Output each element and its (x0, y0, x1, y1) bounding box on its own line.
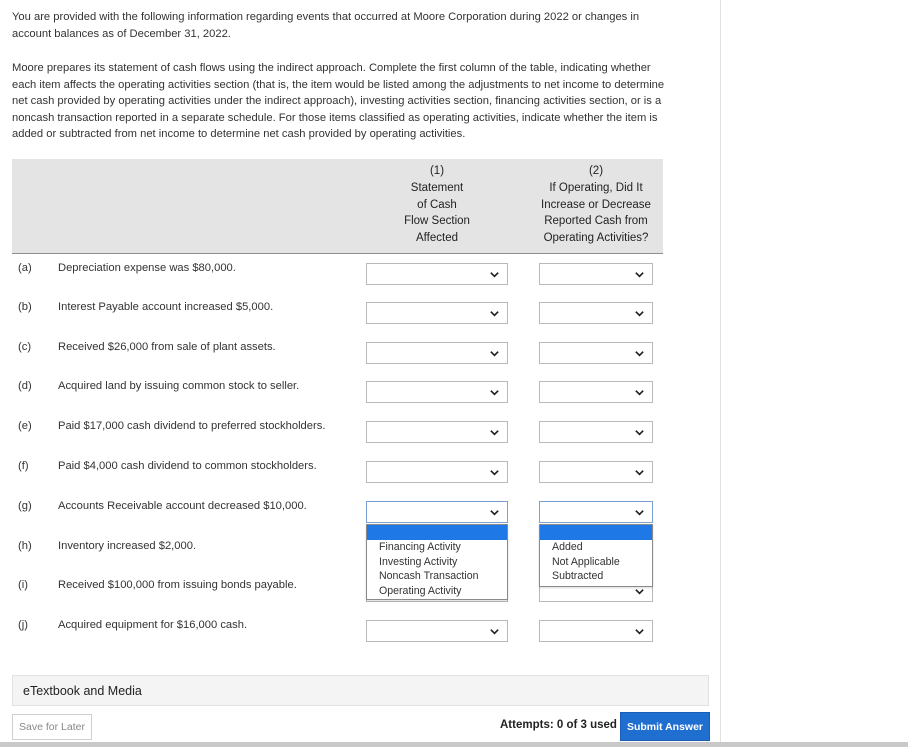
section-dropdown-menu (366, 524, 508, 600)
row-description: Depreciation expense was $80,000. (58, 262, 236, 274)
menu-highlight[interactable] (540, 525, 652, 540)
row-letter: (j) (18, 619, 28, 631)
menu-option-noncash[interactable]: Noncash Transaction (379, 570, 479, 582)
row-letter: (c) (18, 341, 32, 353)
instructions-line-5: added or subtracted from net income to determine net cash provided by operating activities. (12, 128, 466, 140)
section-dropdown-a[interactable] (366, 263, 508, 285)
effect-dropdown-j[interactable] (539, 620, 653, 642)
effect-dropdown-menu (539, 524, 653, 587)
chevron-down-icon (489, 427, 500, 438)
chevron-down-icon (634, 467, 645, 478)
menu-option-financing[interactable]: Financing Activity (379, 541, 461, 553)
row-letter: (h) (18, 540, 32, 552)
effect-dropdown-b[interactable] (539, 302, 653, 324)
chevron-down-icon (489, 507, 500, 518)
column-2-line-1: If Operating, Did It (549, 181, 643, 194)
column-1-line-4: Affected (416, 232, 458, 245)
chevron-down-icon (489, 348, 500, 359)
menu-option-investing[interactable]: Investing Activity (379, 555, 458, 568)
section-dropdown-j[interactable] (366, 620, 508, 642)
row-letter: (d) (18, 380, 32, 392)
row-description: Interest Payable account increased $5,000. (58, 301, 274, 313)
table-header-divider (12, 253, 663, 254)
section-dropdown-e[interactable] (366, 421, 508, 443)
menu-option-subtracted[interactable]: Subtracted (552, 570, 604, 582)
row-description: Inventory increased $2,000. (58, 540, 197, 552)
chevron-down-icon (489, 269, 500, 280)
chevron-down-icon (634, 586, 645, 597)
effect-dropdown-a[interactable] (539, 263, 653, 285)
row-description: Received $100,000 from issuing bonds payable. (58, 579, 297, 591)
column-1-line-2: of Cash (417, 198, 457, 211)
instructions-line-3: net cash provided by operating activities under the indirect approach), investing activities section, financing activities section, or is a (12, 95, 662, 107)
column-2-number: (2) (588, 165, 604, 177)
column-2-line-4: Operating Activities? (543, 232, 649, 245)
effect-dropdown-g[interactable] (539, 501, 653, 523)
chevron-down-icon (489, 467, 500, 478)
column-2-line-2: Increase or Decrease (541, 198, 651, 211)
intro-line-2: account balances as of December 31, 2022. (12, 27, 231, 40)
menu-highlight[interactable] (367, 525, 507, 540)
column-1-number: (1) (429, 165, 445, 177)
chevron-down-icon (634, 626, 645, 637)
instructions-line-2: each item affects the operating activities section (that is, the item would be listed among the adjustments to net income to determine (12, 78, 665, 91)
bottom-border (0, 742, 908, 747)
row-letter: (g) (18, 500, 32, 512)
column-1-line-3: Flow Section (404, 215, 470, 228)
row-letter: (i) (18, 579, 28, 591)
column-header-effect (530, 163, 662, 247)
intro-paragraph (12, 9, 706, 42)
row-description: Accounts Receivable account decreased $10,000. (58, 500, 307, 512)
submit-answer-button[interactable]: Submit Answer (620, 712, 710, 741)
menu-option-operating[interactable]: Operating Activity (379, 584, 462, 597)
instructions-line-4: noncash transaction reported in a separate schedule. For those items classified as operating activities, indicate whether the item is (12, 111, 658, 124)
row-description: Acquired equipment for $16,000 cash. (58, 619, 248, 631)
chevron-down-icon (634, 348, 645, 359)
chevron-down-icon (634, 507, 645, 518)
chevron-down-icon (634, 427, 645, 438)
attempts-counter: Attempts: 0 of 3 used (500, 719, 617, 731)
chevron-down-icon (634, 308, 645, 319)
instructions-paragraph (12, 60, 706, 143)
section-dropdown-g[interactable] (366, 501, 508, 523)
menu-option-not-applicable[interactable]: Not Applicable (552, 555, 620, 568)
section-dropdown-b[interactable] (366, 302, 508, 324)
effect-dropdown-e[interactable] (539, 421, 653, 443)
section-dropdown-d[interactable] (366, 381, 508, 403)
row-letter: (e) (18, 420, 32, 432)
chevron-down-icon (634, 387, 645, 398)
row-description: Paid $4,000 cash dividend to common stockholders. (58, 460, 317, 472)
section-dropdown-f[interactable] (366, 461, 508, 483)
intro-line-1: You are provided with the following information regarding events that occurred at Moore Corporation during 2022 or changes in (12, 11, 640, 23)
chevron-down-icon (489, 626, 500, 637)
menu-option-added[interactable]: Added (552, 541, 583, 553)
row-letter: (f) (18, 460, 29, 472)
column-1-line-1: Statement (410, 181, 464, 194)
etextbook-section[interactable] (12, 675, 709, 706)
chevron-down-icon (489, 387, 500, 398)
chevron-down-icon (489, 308, 500, 319)
instructions-line-1: Moore prepares its statement of cash flows using the indirect approach. Complete the first column of the table, indicating whether (12, 62, 651, 74)
row-description: Acquired land by issuing common stock to seller. (58, 380, 300, 392)
save-for-later-button[interactable]: Save for Later (12, 714, 92, 740)
row-description: Paid $17,000 cash dividend to preferred stockholders. (58, 420, 326, 432)
row-letter: (b) (18, 301, 32, 313)
section-dropdown-c[interactable] (366, 342, 508, 364)
effect-dropdown-c[interactable] (539, 342, 653, 364)
chevron-down-icon (634, 269, 645, 280)
etextbook-label: eTextbook and Media (23, 684, 142, 698)
column-header-section (366, 163, 508, 247)
row-description: Received $26,000 from sale of plant assets. (58, 341, 276, 353)
effect-dropdown-d[interactable] (539, 381, 653, 403)
effect-dropdown-f[interactable] (539, 461, 653, 483)
column-2-line-3: Reported Cash from (544, 215, 648, 228)
row-letter: (a) (18, 262, 32, 274)
